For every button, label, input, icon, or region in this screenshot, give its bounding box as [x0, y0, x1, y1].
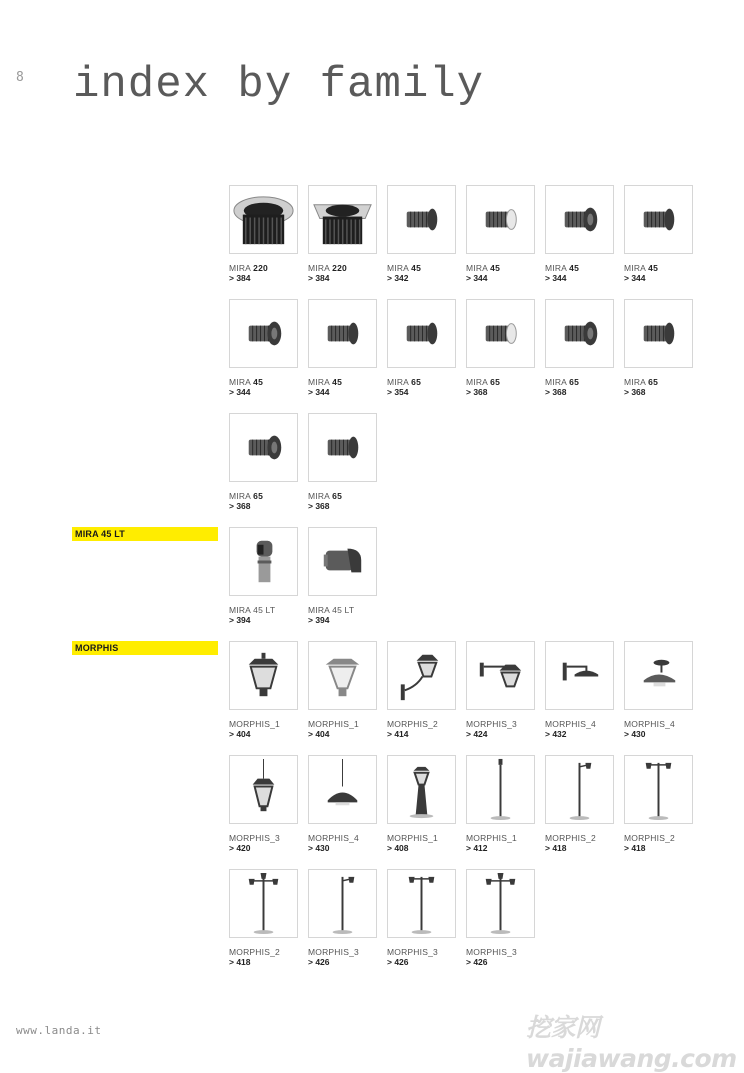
product-thumbnail[interactable] — [387, 755, 456, 824]
product-item[interactable] — [545, 299, 615, 397]
product-name — [229, 377, 299, 387]
product-thumbnail[interactable] — [545, 185, 614, 254]
single-pole-icon — [466, 755, 535, 824]
product-name — [229, 605, 299, 615]
product-family: MIRA — [229, 263, 251, 273]
cylinder-spot-ring-icon — [545, 185, 614, 254]
product-item[interactable] — [624, 299, 694, 397]
product-thumbnail[interactable] — [387, 185, 456, 254]
product-name — [387, 833, 457, 843]
product-family: MIRA — [229, 491, 251, 501]
product-item[interactable] — [308, 869, 378, 967]
product-item[interactable] — [308, 527, 378, 625]
product-family: MORPHIS_3 — [387, 947, 438, 957]
product-page-ref[interactable]: > 430 — [308, 843, 330, 853]
product-page-ref[interactable]: > 354 — [387, 387, 409, 397]
cylinder-spot-icon — [308, 299, 377, 368]
product-item[interactable] — [545, 755, 615, 853]
product-family: MIRA — [387, 263, 409, 273]
product-size: 65 — [490, 377, 501, 387]
product-page-ref[interactable]: > 408 — [387, 843, 409, 853]
product-name — [624, 377, 694, 387]
product-page-ref[interactable]: > 424 — [466, 729, 488, 739]
product-name — [466, 377, 536, 387]
product-thumbnail[interactable] — [466, 641, 535, 710]
product-item[interactable] — [308, 185, 378, 283]
product-family: MIRA 45 LT — [308, 605, 355, 615]
square-recessed-downlight-icon — [308, 185, 377, 254]
product-page-ref[interactable]: > 412 — [466, 843, 488, 853]
product-thumbnail[interactable] — [229, 299, 298, 368]
product-page-ref[interactable]: > 418 — [624, 843, 646, 853]
product-size: 65 — [253, 491, 264, 501]
product-thumbnail[interactable] — [229, 755, 298, 824]
product-thumbnail[interactable] — [624, 755, 693, 824]
product-family: MIRA — [545, 263, 567, 273]
product-item[interactable] — [387, 641, 457, 739]
cylinder-spot-icon — [308, 413, 377, 482]
product-item[interactable] — [308, 755, 378, 853]
lantern-head-icon — [229, 641, 298, 710]
product-name — [308, 947, 378, 957]
product-thumbnail[interactable] — [624, 185, 693, 254]
product-item[interactable] — [229, 869, 299, 967]
cylinder-spot-icon — [387, 185, 456, 254]
product-page-ref[interactable]: > 368 — [545, 387, 567, 397]
page-number: 8 — [16, 70, 24, 85]
product-name — [545, 263, 615, 273]
product-page-ref[interactable]: > 426 — [308, 957, 330, 967]
product-family: MIRA — [308, 263, 330, 273]
product-name — [229, 947, 299, 957]
product-thumbnail[interactable] — [387, 869, 456, 938]
product-thumbnail[interactable] — [624, 299, 693, 368]
product-size: 45 — [411, 263, 422, 273]
product-page-ref[interactable]: > 344 — [229, 387, 251, 397]
product-page-ref[interactable]: > 344 — [466, 273, 488, 283]
product-size: 65 — [332, 491, 343, 501]
product-family: MORPHIS_2 — [624, 833, 675, 843]
product-name — [387, 719, 457, 729]
family-label: MORPHIS — [72, 641, 218, 655]
product-page-ref[interactable]: > 426 — [466, 957, 488, 967]
product-family: MORPHIS_4 — [624, 719, 675, 729]
product-family: MORPHIS_3 — [466, 947, 517, 957]
product-thumbnail[interactable] — [545, 755, 614, 824]
page-title: index by family — [73, 60, 485, 110]
pole-single-arm-icon — [308, 869, 377, 938]
product-item[interactable] — [229, 413, 299, 511]
product-item[interactable] — [229, 641, 299, 739]
product-name — [387, 947, 457, 957]
product-name — [545, 719, 615, 729]
product-thumbnail[interactable] — [308, 413, 377, 482]
product-family: MORPHIS_2 — [387, 719, 438, 729]
bollard-lantern-icon — [387, 755, 456, 824]
product-size: 45 — [253, 377, 264, 387]
product-page-ref[interactable]: > 344 — [624, 273, 646, 283]
wall-arm-dish-icon — [545, 641, 614, 710]
product-item[interactable] — [308, 299, 378, 397]
cylinder-spot-lens-icon — [466, 299, 535, 368]
pole-triple-arm-icon — [466, 869, 535, 938]
product-name — [466, 947, 536, 957]
product-name — [308, 833, 378, 843]
product-family: MIRA 45 LT — [229, 605, 276, 615]
product-size: 45 — [648, 263, 659, 273]
product-item[interactable] — [387, 869, 457, 967]
product-item[interactable] — [387, 755, 457, 853]
product-family: MIRA — [387, 377, 409, 387]
product-page-ref[interactable]: > 368 — [624, 387, 646, 397]
product-thumbnail[interactable] — [545, 299, 614, 368]
product-thumbnail[interactable] — [624, 641, 693, 710]
product-name — [545, 377, 615, 387]
product-family: MORPHIS_1 — [387, 833, 438, 843]
product-item[interactable] — [387, 299, 457, 397]
product-family: MIRA — [308, 491, 330, 501]
product-family: MORPHIS_3 — [229, 833, 280, 843]
product-thumbnail[interactable] — [466, 869, 535, 938]
product-name — [624, 719, 694, 729]
product-size: 45 — [569, 263, 580, 273]
product-thumbnail[interactable] — [308, 527, 377, 596]
product-family: MORPHIS_3 — [466, 719, 517, 729]
product-name — [308, 719, 378, 729]
hooded-bollard-head-icon — [229, 527, 298, 596]
cylinder-spot-ring-icon — [545, 299, 614, 368]
product-page-ref[interactable]: > 404 — [229, 729, 251, 739]
product-thumbnail[interactable] — [466, 299, 535, 368]
product-item[interactable] — [466, 185, 536, 283]
pole-single-arm-icon — [545, 755, 614, 824]
product-item[interactable] — [229, 299, 299, 397]
product-page-ref[interactable]: > 342 — [387, 273, 409, 283]
pole-double-arm-icon — [624, 755, 693, 824]
pendant-lantern-icon — [229, 755, 298, 824]
product-family: MORPHIS_1 — [466, 833, 517, 843]
cylinder-spot-ring-icon — [229, 413, 298, 482]
product-family: MIRA — [545, 377, 567, 387]
product-family: MORPHIS_2 — [545, 833, 596, 843]
product-item[interactable] — [545, 641, 615, 739]
product-thumbnail[interactable] — [308, 755, 377, 824]
product-size: 65 — [411, 377, 422, 387]
product-thumbnail[interactable] — [229, 869, 298, 938]
product-family: MORPHIS_4 — [308, 833, 359, 843]
cylinder-spot-ring-icon — [229, 299, 298, 368]
family-label: MIRA 45 LT — [72, 527, 218, 541]
product-thumbnail[interactable] — [308, 641, 377, 710]
product-size: 220 — [332, 263, 347, 273]
product-thumbnail[interactable] — [466, 755, 535, 824]
lantern-head-flat-icon — [308, 641, 377, 710]
product-item[interactable] — [466, 641, 536, 739]
product-thumbnail[interactable] — [545, 641, 614, 710]
product-thumbnail[interactable] — [308, 299, 377, 368]
product-size: 45 — [332, 377, 343, 387]
product-family: MORPHIS_2 — [229, 947, 280, 957]
product-item[interactable] — [466, 869, 536, 967]
product-name — [229, 491, 299, 501]
product-item[interactable] — [466, 299, 536, 397]
product-name — [308, 263, 378, 273]
product-thumbnail[interactable] — [387, 299, 456, 368]
wall-bracket-lantern-icon — [387, 641, 456, 710]
product-page-ref[interactable]: > 414 — [387, 729, 409, 739]
product-family: MIRA — [229, 377, 251, 387]
product-thumbnail[interactable] — [229, 413, 298, 482]
product-name — [308, 377, 378, 387]
product-thumbnail[interactable] — [466, 185, 535, 254]
cylinder-spot-icon — [387, 299, 456, 368]
pendant-dish-icon — [308, 755, 377, 824]
wall-arm-lantern-icon — [466, 641, 535, 710]
product-page-ref[interactable]: > 368 — [466, 387, 488, 397]
product-family: MIRA — [466, 263, 488, 273]
product-family: MIRA — [466, 377, 488, 387]
product-name — [308, 605, 378, 615]
product-page-ref[interactable]: > 368 — [308, 501, 330, 511]
product-item[interactable] — [466, 755, 536, 853]
product-item[interactable] — [229, 527, 299, 625]
product-page-ref[interactable]: > 384 — [308, 273, 330, 283]
cylinder-spot-icon — [624, 299, 693, 368]
product-size: 220 — [253, 263, 268, 273]
product-page-ref[interactable]: > 344 — [308, 387, 330, 397]
product-size: 65 — [648, 377, 659, 387]
product-item[interactable] — [229, 755, 299, 853]
product-thumbnail[interactable] — [229, 641, 298, 710]
product-page-ref[interactable]: > 418 — [229, 957, 251, 967]
product-family: MORPHIS_1 — [308, 719, 359, 729]
product-name — [387, 263, 457, 273]
product-item[interactable] — [308, 641, 378, 739]
product-page-ref[interactable]: > 368 — [229, 501, 251, 511]
product-size: 65 — [569, 377, 580, 387]
product-page-ref[interactable]: > 394 — [308, 615, 330, 625]
product-page-ref[interactable]: > 394 — [229, 615, 251, 625]
product-thumbnail[interactable] — [308, 185, 377, 254]
product-name — [624, 263, 694, 273]
product-item[interactable] — [308, 413, 378, 511]
product-page-ref[interactable]: > 404 — [308, 729, 330, 739]
product-page-ref[interactable]: > 420 — [229, 843, 251, 853]
product-name — [229, 833, 299, 843]
product-name — [387, 377, 457, 387]
product-item[interactable] — [387, 185, 457, 283]
product-family: MIRA — [624, 377, 646, 387]
product-name — [229, 719, 299, 729]
product-item[interactable] — [624, 185, 694, 283]
cylinder-spot-lens-icon — [466, 185, 535, 254]
product-thumbnail[interactable] — [308, 869, 377, 938]
pole-triple-arm-icon — [229, 869, 298, 938]
product-size: 45 — [490, 263, 501, 273]
product-thumbnail[interactable] — [229, 527, 298, 596]
hooded-wall-spot-icon — [308, 527, 377, 596]
pole-double-arm-icon — [387, 869, 456, 938]
product-item[interactable] — [545, 185, 615, 283]
product-name — [545, 833, 615, 843]
product-page-ref[interactable]: > 384 — [229, 273, 251, 283]
product-family: MIRA — [308, 377, 330, 387]
product-item[interactable] — [624, 755, 694, 853]
product-name — [624, 833, 694, 843]
watermark: 挖家网 wajiawang.com — [526, 1013, 737, 1073]
product-family: MIRA — [624, 263, 646, 273]
product-name — [308, 491, 378, 501]
footer-url[interactable]: www.landa.it — [16, 1024, 102, 1037]
product-family: MORPHIS_4 — [545, 719, 596, 729]
product-name — [229, 263, 299, 273]
round-recessed-downlight-icon — [229, 185, 298, 254]
product-page-ref[interactable]: > 432 — [545, 729, 567, 739]
product-name — [466, 719, 536, 729]
product-page-ref[interactable]: > 426 — [387, 957, 409, 967]
cylinder-spot-icon — [624, 185, 693, 254]
product-name — [466, 263, 536, 273]
product-page-ref[interactable]: > 418 — [545, 843, 567, 853]
product-family: MORPHIS_3 — [308, 947, 359, 957]
product-thumbnail[interactable] — [387, 641, 456, 710]
product-page-ref[interactable]: > 430 — [624, 729, 646, 739]
product-family: MORPHIS_1 — [229, 719, 280, 729]
product-item[interactable] — [624, 641, 694, 739]
ceiling-dish-icon — [624, 641, 693, 710]
product-item[interactable] — [229, 185, 299, 283]
product-name — [466, 833, 536, 843]
product-thumbnail[interactable] — [229, 185, 298, 254]
product-page-ref[interactable]: > 344 — [545, 273, 567, 283]
